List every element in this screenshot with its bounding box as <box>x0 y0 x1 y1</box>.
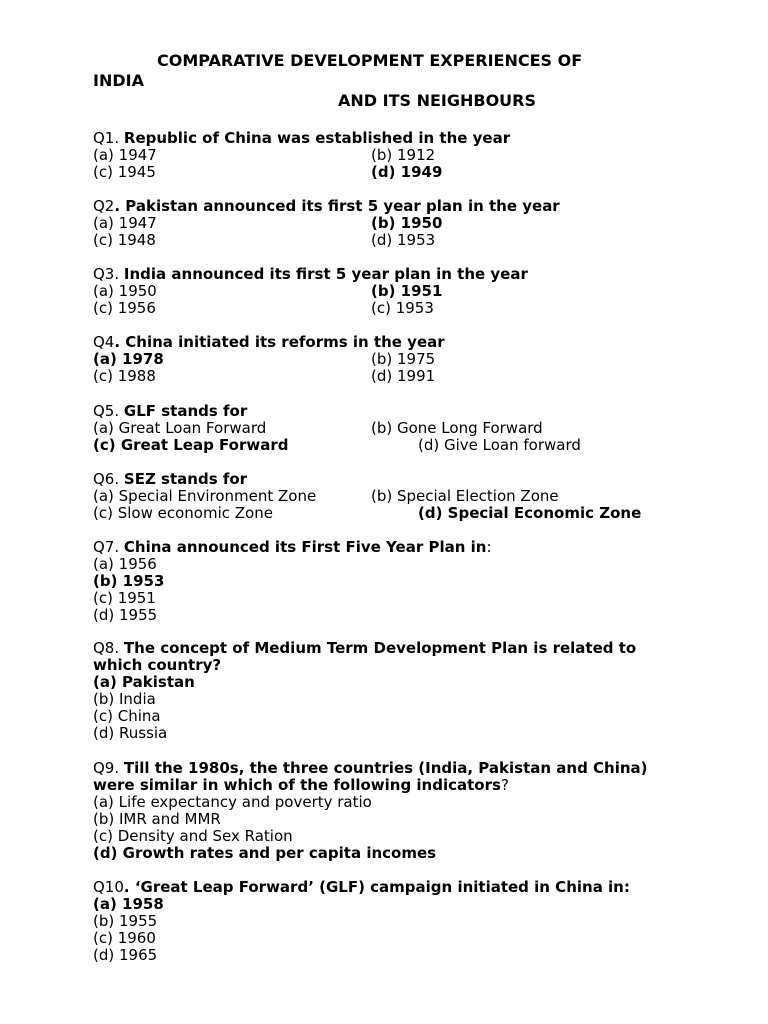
question-3-stem <box>93 266 693 283</box>
question-7 <box>93 539 693 624</box>
q9-option-c: (c) Density and Sex Ration <box>93 827 293 845</box>
q5-option-a: (a) Great Loan Forward <box>93 419 267 437</box>
q7-option-a: (a) 1956 <box>93 555 157 573</box>
question-9-text-line-2: were similar in which of the following indicators <box>93 776 501 794</box>
q3-option-d: (c) 1953 <box>371 299 434 317</box>
question-6-stem <box>93 471 693 488</box>
q8-option-c: (c) China <box>93 707 161 725</box>
q8-option-b: (b) India <box>93 690 156 708</box>
q8-option-a-answer: (a) Pakistan <box>93 673 195 691</box>
q3-option-c: (c) 1956 <box>93 299 156 317</box>
question-4-number: Q4 <box>93 333 115 351</box>
q10-option-d: (d) 1965 <box>93 946 158 964</box>
question-1-number: Q1. <box>93 129 120 147</box>
question-5-text: GLF stands for <box>123 402 248 420</box>
title-line-3: AND ITS NEIGHBOURS <box>338 91 537 110</box>
q9-option-a: (a) Life expectancy and poverty ratio <box>93 793 372 811</box>
question-8-stem <box>93 640 693 657</box>
question-8 <box>93 640 693 742</box>
q2-option-d: (d) 1953 <box>371 231 436 249</box>
question-5-number: Q5. <box>93 402 120 420</box>
q1-option-d-answer: (d) 1949 <box>371 163 443 181</box>
q2-option-a: (a) 1947 <box>93 214 157 232</box>
q1-option-a: (a) 1947 <box>93 146 157 164</box>
title-line-2: INDIA <box>93 71 144 90</box>
question-2 <box>93 198 693 249</box>
q2-option-b-answer: (b) 1950 <box>371 214 443 232</box>
question-4 <box>93 334 693 385</box>
question-4-text: . China initiated its reforms in the year <box>114 333 445 351</box>
question-10-stem <box>93 879 693 896</box>
question-7-number: Q7. <box>93 538 120 556</box>
q3-option-b-answer: (b) 1951 <box>371 282 443 300</box>
q10-option-b: (b) 1955 <box>93 912 158 930</box>
q6-option-a: (a) Special Environment Zone <box>93 487 317 505</box>
question-3 <box>93 266 693 317</box>
question-2-number: Q2 <box>93 197 115 215</box>
q5-option-c-answer: (c) Great Leap Forward <box>93 436 289 454</box>
question-10 <box>93 879 693 964</box>
q4-option-c: (c) 1988 <box>93 367 156 385</box>
question-5-stem <box>93 403 693 420</box>
q4-option-b: (b) 1975 <box>371 350 436 368</box>
q9-option-d-answer: (d) Growth rates and per capita incomes <box>93 844 437 862</box>
q6-option-c: (c) Slow economic Zone <box>93 504 273 522</box>
q6-option-b: (b) Special Election Zone <box>371 487 559 505</box>
question-6 <box>93 471 693 522</box>
q7-option-d: (d) 1955 <box>93 606 158 624</box>
document-title <box>93 51 693 111</box>
question-1 <box>93 130 693 181</box>
q1-option-b: (b) 1912 <box>371 146 436 164</box>
title-line-1: COMPARATIVE DEVELOPMENT EXPERIENCES OF <box>157 51 583 70</box>
question-9 <box>93 760 693 862</box>
question-9-number: Q9. <box>93 759 120 777</box>
q4-option-d: (d) 1991 <box>371 367 436 385</box>
question-7-text: China announced its First Five Year Plan in <box>123 538 487 556</box>
question-1-stem <box>93 130 693 147</box>
question-6-number: Q6. <box>93 470 120 488</box>
q10-option-a-answer: (a) 1958 <box>93 895 164 913</box>
q9-option-b: (b) IMR and MMR <box>93 810 221 828</box>
question-9-question-mark: ? <box>500 776 509 794</box>
question-10-number: Q10 <box>93 878 124 896</box>
q3-option-a: (a) 1950 <box>93 282 157 300</box>
question-10-text: . ‘Great Leap Forward’ (GLF) campaign initiated in China in: <box>123 878 630 896</box>
question-9-stem-line-2 <box>93 777 693 794</box>
question-3-text: India announced its first 5 year plan in the year <box>123 265 528 283</box>
q8-option-d: (d) Russia <box>93 724 168 742</box>
q4-option-a-answer: (a) 1978 <box>93 350 164 368</box>
question-2-stem <box>93 198 693 215</box>
q7-option-b-answer: (b) 1953 <box>93 572 165 590</box>
q5-option-b: (b) Gone Long Forward <box>371 419 543 437</box>
question-8-text-line-2: which country? <box>93 656 222 674</box>
q6-option-d-answer: (d) Special Economic Zone <box>418 504 642 522</box>
q10-option-c: (c) 1960 <box>93 929 156 947</box>
question-3-number: Q3. <box>93 265 120 283</box>
question-8-text-line-1: The concept of Medium Term Development Plan is related to <box>123 639 637 657</box>
question-4-stem <box>93 334 693 351</box>
question-6-text: SEZ stands for <box>123 470 248 488</box>
q1-option-c: (c) 1945 <box>93 163 156 181</box>
question-8-number: Q8. <box>93 639 120 657</box>
question-2-text: . Pakistan announced its first 5 year plan in the year <box>114 197 560 215</box>
q5-option-d: (d) Give Loan forward <box>418 436 581 454</box>
q7-option-c: (c) 1951 <box>93 589 156 607</box>
q2-option-c: (c) 1948 <box>93 231 156 249</box>
question-1-text: Republic of China was established in the year <box>123 129 511 147</box>
question-9-text-line-1: Till the 1980s, the three countries (India, Pakistan and China) <box>123 759 648 777</box>
question-9-stem <box>93 760 693 777</box>
question-7-stem <box>93 539 693 556</box>
question-7-colon: : <box>486 538 492 556</box>
question-5 <box>93 403 693 454</box>
